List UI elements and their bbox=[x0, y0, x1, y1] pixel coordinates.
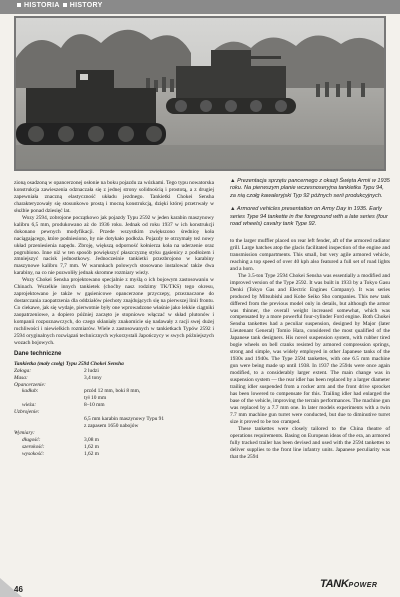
spec-key: Masa: bbox=[14, 374, 28, 381]
paragraph: Wozy Chokei Sensha projektowano specjalnie z myślą o ich bojowym zastosowaniu w Chinach. Wszelkie innych tankietek (choćby nasz rodzimy TK/TKS) tego okresu, zaprojektowano je także w gąsienicowe opancerzone przyczepy, przeznaczone do dostarczania zaopatrzenia dla oddziałów piechoty znajdujących się na pierwszej linii frontu. Co ciekawe, jak się wydaje, pierwotnie były one wprowadzone właśnie jako lekkie ciągniki zaopatrzeniowe, a dopiero później zaczęto je stopniowo włączać w skład plutonów i kompanii rozpoznawczych, do czego skłaniały znakomicie się nadawały z racji swej dużej ruchliwości i niewielkich rozmiarów. Wiele z zastosowanych w tankietkach Typów 2592 i 2594 oryginalnych rozwiązań technicznych wykorzystali Japończycy w swych późniejszych wozach bojowych. bbox=[14, 277, 214, 346]
spec-value: z zapasem 1650 nabojów bbox=[84, 422, 139, 429]
right-column bbox=[230, 238, 390, 461]
spec-value: tył 10 mm bbox=[84, 395, 107, 402]
spec-row bbox=[14, 430, 214, 437]
photo-caption bbox=[230, 178, 390, 234]
spec-key bbox=[14, 423, 84, 430]
spec-row bbox=[14, 375, 214, 382]
left-column bbox=[14, 180, 214, 458]
spec-key: długość: bbox=[22, 436, 41, 443]
spec-row bbox=[14, 423, 214, 430]
spec-value: 3,08 m bbox=[84, 436, 99, 443]
spec-row bbox=[14, 416, 214, 423]
spec-key bbox=[14, 416, 84, 423]
spec-key: Wymiary: bbox=[14, 429, 35, 436]
magazine-logo bbox=[320, 578, 392, 594]
paragraph: to the larger muffler placed on rear left fender, aft of the armored radiator grill. Large hatches atop the glacis facilitated inspection of the engine and transmission compartments. This small, but very agile armored vehicle, reaching a top speed of over 40 kph also featured a full set of road lights and a horn. bbox=[230, 238, 390, 272]
spec-row bbox=[14, 395, 214, 402]
spec-row bbox=[14, 382, 214, 389]
logo-sub: POWER bbox=[348, 582, 378, 589]
section-label-polish: HISTORIA bbox=[24, 2, 60, 9]
caption-english bbox=[230, 206, 390, 228]
tank-photo bbox=[14, 16, 386, 171]
spec-key bbox=[14, 395, 84, 402]
data-title: Dane techniczne bbox=[14, 350, 62, 357]
spec-key: szerokość: bbox=[22, 443, 45, 450]
spec-key: Załoga: bbox=[14, 367, 32, 374]
paragraph: These tankettes were closely tailored to the China theatre of operations requirements. Basing on European ideas of the era, an armored fully tracked trailer has been devised and used with the 2594 tankettes to deliver supplies to the front line infantry units. Japanese peculiarity was that the 2594 bbox=[230, 425, 390, 460]
triangle-bullet-icon: ▲ bbox=[230, 206, 236, 213]
caption-polish bbox=[230, 178, 390, 200]
spec-row bbox=[14, 444, 214, 451]
page-number: 46 bbox=[14, 585, 23, 594]
section-label-english: HISTORY bbox=[69, 2, 103, 9]
spec-value: przód 12 mm, boki 8 mm, bbox=[84, 388, 141, 395]
spec-value: 2 ludzi bbox=[84, 367, 99, 374]
spec-key: kadłub: bbox=[22, 388, 39, 395]
spec-value: 1,62 m bbox=[84, 443, 99, 450]
paragraph: Wozy 2594, zobrojone początkowo jak pojazdy Typu 2592 w jeden karabin maszynowy kalibru 6,5 mm, produkowano aż do 1936 roku. Jednak od roku 1937 w ich konstrukcji dokonano pewnych modyfikacji. Przede wszystkim zwiększono średnicę koła naciągającego, które podniesiono, by nie dotykało podłoża. Pojazdy te otrzymały też nowy układ przeniesienia napędu. Zbroję, większą odporność kołnierza koła na uderzenie oraz pogrubiono. Inne niż w ten sposób powiększyć płaszczyznę styku gąsienicy z podłożem i zmniejszyć nacisk jednostkowy. Jednocześnie tankietki przezbrojono w karabiny maszynowe kalibru 7,7 mm. W warunkach polowych stosowano instalować także dwa karabiny, na co nie pozwoliły jednak skromne rozmiary wieży. bbox=[14, 214, 214, 277]
spec-row bbox=[14, 402, 214, 409]
spec-row bbox=[14, 368, 214, 375]
spec-value: 6,5 mm karabin maszynowy Typu 91 bbox=[84, 416, 165, 423]
spec-row bbox=[14, 437, 214, 444]
spec-key: wysokość: bbox=[22, 450, 45, 457]
spec-key: Opancerzenie: bbox=[14, 381, 46, 388]
spec-key: Uzbrojenie: bbox=[14, 409, 40, 416]
section-label bbox=[14, 2, 103, 9]
caption-polish-text: Prezentacja sprzętu pancernego z okazji Święta Armii w 1935 roku. Na pierwszym planie wczesnoseryjna tankietka Typu 94, za nią czołg kawaleryjski Typ 92 późnych serii produkcyjnych. bbox=[230, 178, 390, 199]
logo-main: TANK bbox=[320, 578, 349, 590]
spec-name: Tankietka (mały czołg) Typu 2594 Chokei Sensha bbox=[14, 360, 124, 367]
paragraph: zioną osadzoną w opancerzonej osłonie na boku pojazdu za wózkami. Tego typu nowatorska konstrukcja zawieszenia odznaczała się z jednej strony solidnością i prostotą, a z drugiej zapewniała znaczną elastyczność układu jezdnego. Tankietki Chokei Sensha charakteryzowały się stosunkowo prostą i mocną konstrukcją, dzięki której przetrwały w służbie ponad dziesięć lat. bbox=[14, 180, 214, 214]
spec-row bbox=[14, 409, 214, 416]
spec-value: 1,62 m bbox=[84, 450, 99, 457]
triangle-bullet-icon: ▲ bbox=[230, 178, 236, 184]
paragraph: The 3.5-ton Type 2594 Chokei Sensha was essentially a modified and improved version of the Type 2592. It was built in 1933 by a Tokyo Gasu Denki (Tokyo Gas and Electric Engines Company). It was series produced by Mitsubishi and Kobe Seiko Sho companies. This new tank differed from the previous model only in details, but although the armor was thinner, the overall weight increased somewhat, which was compensated by a more powerful four-cylinder Ford engine. Both Chokei Sensha tankettes had a peculiar suspension, designed by Major (later Lieutenant General) Tomio Hara, considered the most qualified of the Japanese tank designers. His novel suspension system, with rubber tired bogie wheels on bell cranks resisted by armored compression springs, strong and simple, was widely employed in other Japanese tanks of the 1930s and 1940s. The Type 2594 tankettes, with one 6.5 mm machine gun were being made up until 1938. In 1937 the 2594s were once again modified, to a considerably larger extent. The main change was in suspension system — the rear idler has been replaced by a larger diameter trailing idler suspended from a rocker arm and the front drive sprocket has been lowered to compensate for this. Trailing idler had enlarged the base of the vehicle, improving the terrain performances. The machine gun was replaced by a 7.7 mm one. In later models experiments with a twin 7.7 mm machine gun turret were conducted, but due to diminutive turret size it proved to be too cramped. bbox=[230, 272, 390, 425]
spec-table bbox=[14, 361, 214, 458]
header-bar bbox=[0, 0, 400, 14]
spec-value: 3,4 tony bbox=[84, 374, 102, 381]
caption-english-text: Armored vehicles presentation on Army Day in 1935. Early series Type 94 tankette in the foreground with a late series (four road wheels) cavalry tank Type 92. bbox=[230, 206, 388, 228]
spec-row bbox=[14, 451, 214, 458]
spec-value: 8–10 mm bbox=[84, 402, 105, 409]
spec-row bbox=[14, 388, 214, 395]
spec-key: wieża: bbox=[22, 402, 37, 409]
